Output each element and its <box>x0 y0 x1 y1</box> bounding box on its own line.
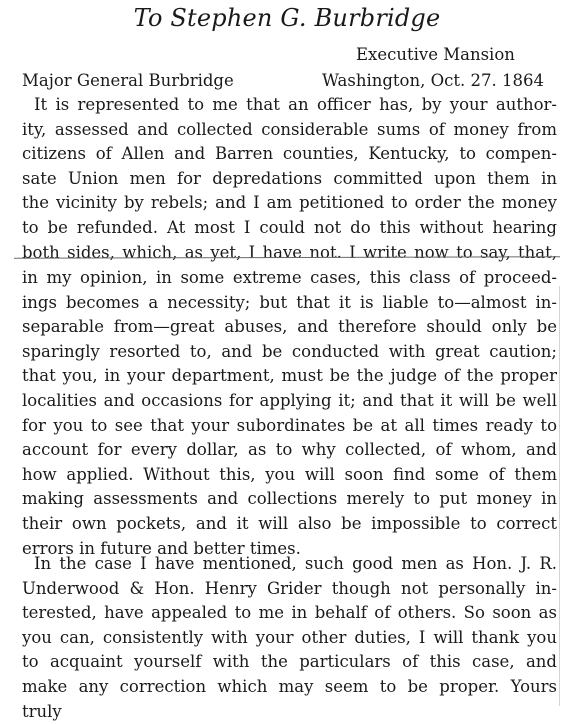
text-line: errors in future and better times. <box>22 538 301 558</box>
text-line: separable from—great abuses, and therefore should only be <box>22 317 557 337</box>
text-line: for you to see that your subordinates be at all times ready to <box>22 415 557 435</box>
text-line: sparingly resorted to, and be conducted with great caution; <box>22 341 557 361</box>
text-line: truly <box>22 701 62 721</box>
letter-place: Executive Mansion <box>356 45 515 64</box>
letter-date: Washington, Oct. 27. 1864 <box>322 71 544 90</box>
text-line: Underwood & Hon. Henry Grider though not personally in- <box>22 578 557 598</box>
text-line: in my opinion, in some extreme cases, this class of proceed- <box>22 268 557 287</box>
text-line: their own pockets, and it will also be impossible to correct <box>22 513 557 533</box>
text-line: It is represented to me that an officer has, by your author- <box>34 95 557 114</box>
paragraph-2 <box>22 552 557 724</box>
text-line: sate Union men for depredations committed upon them in <box>22 168 557 188</box>
text-line: you can, consistently with your other duties, I will thank you <box>22 627 557 647</box>
text-line: ings becomes a necessity; but that it is liable to—almost in- <box>22 292 557 312</box>
text-line: terested, have appealed to me in behalf of others. So soon as <box>22 603 557 623</box>
letter-salutation: Major General Burbridge <box>22 71 234 90</box>
paragraph-1 <box>22 93 557 265</box>
text-line: make any correction which may seem to be proper. Yours <box>22 676 557 696</box>
text-line: making assessments and collections merely to put money in <box>22 489 557 509</box>
page-edge-line <box>559 286 560 706</box>
letter-title: To Stephen G. Burbridge <box>133 4 441 32</box>
text-line: localities and occasions for applying it; and that it will be well <box>22 390 557 410</box>
text-line: citizens of Allen and Barren counties, Kentucky, to compen- <box>22 144 557 164</box>
text-line: In the case I have mentioned, such good men as Hon. J. R. <box>34 554 557 573</box>
text-line: how applied. Without this, you will soon find some of them <box>22 464 557 484</box>
text-line: to acquaint yourself with the particulars of this case, and <box>22 652 557 672</box>
text-line: to be refunded. At most I could not do this without hearing <box>22 217 557 237</box>
paragraph-1-continued <box>22 266 557 561</box>
text-line: both sides, which, as yet, I have not. I write now to say, that, <box>22 242 557 262</box>
text-line: ity, assessed and collected considerable sums of money from <box>22 119 557 139</box>
text-line: the vicinity by rebels; and I am petitioned to order the money <box>22 193 557 213</box>
text-line: that you, in your department, must be the judge of the proper <box>22 366 557 386</box>
text-line: account for every dollar, as to why collected, of whom, and <box>22 440 557 460</box>
